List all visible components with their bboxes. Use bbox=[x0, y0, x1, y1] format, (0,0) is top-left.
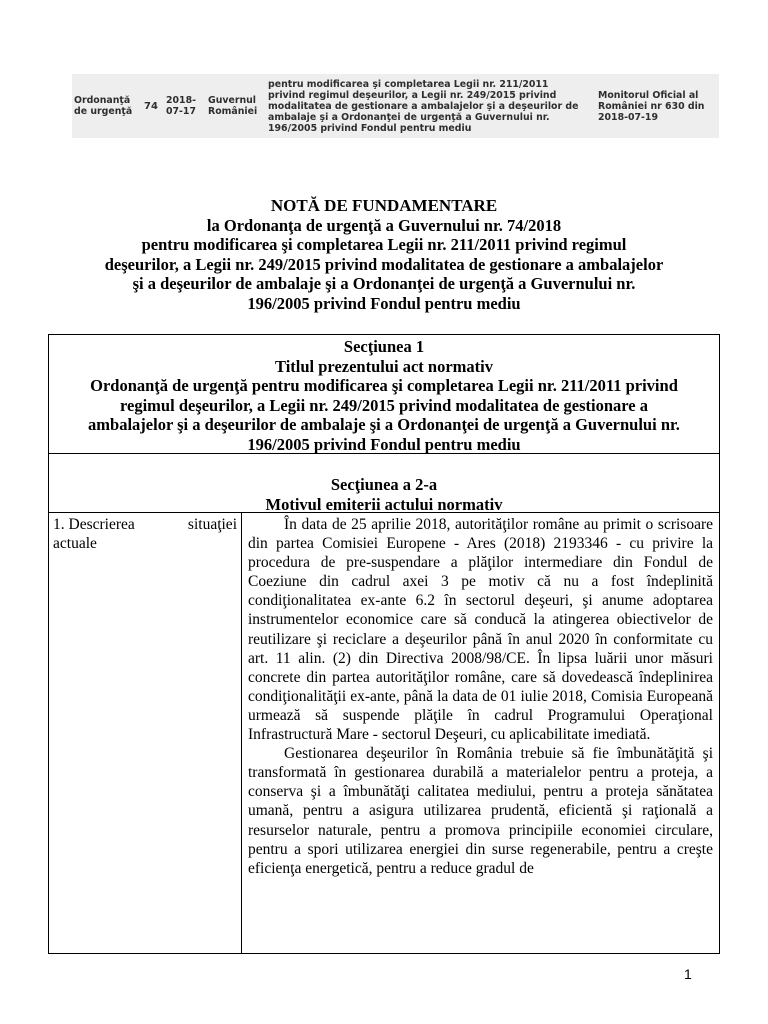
section-2 bbox=[49, 454, 719, 513]
act-type: Ordonanţă de urgenţă bbox=[74, 95, 133, 117]
section-2-subheading: Motivul emiterii actului normativ bbox=[265, 494, 503, 513]
title-line: deşeurilor, a Legii nr. 249/2015 privind modalitatea de gestionare a ambalajelor bbox=[104, 254, 664, 274]
act-date: 2018-07-17 bbox=[166, 95, 196, 117]
row-label-part: situaţiei bbox=[187, 516, 237, 533]
row-content bbox=[242, 513, 719, 953]
section-1-line: 196/2005 privind Fondul pentru mediu bbox=[247, 434, 521, 454]
row-label-part: 1. Descrierea bbox=[53, 516, 135, 533]
metadata-strip bbox=[72, 74, 719, 138]
section-1-subheading: Titlul prezentului act normativ bbox=[274, 356, 493, 376]
document-title bbox=[0, 196, 768, 314]
section-1 bbox=[49, 335, 719, 454]
fundamentare-table bbox=[48, 334, 720, 954]
act-publication: Monitorul Oficial al României nr 630 din 2018-07-19 bbox=[598, 89, 705, 123]
row-label bbox=[49, 513, 242, 953]
title-main: NOTĂ DE FUNDAMENTARE bbox=[270, 196, 498, 215]
act-issuer: Guvernul României bbox=[208, 95, 258, 117]
section-1-line: ambalajelor şi a deşeurilor de ambalaje şi a Ordonanţei de urgenţă a Guvernului nr. bbox=[88, 415, 680, 435]
title-line: pentru modificarea şi completarea Legii nr. 211/2011 privind regimul bbox=[141, 235, 627, 255]
page-number: 1 bbox=[684, 966, 692, 982]
section-1-line: Ordonanţă de urgenţă pentru modificarea şi completarea Legii nr. 211/2011 privind bbox=[90, 376, 678, 396]
title-line: şi a deşeurilor de ambalaje şi a Ordonanţei de urgenţă a Guvernului nr. bbox=[132, 274, 636, 294]
act-number: 74 bbox=[144, 100, 158, 112]
table-row bbox=[49, 513, 719, 953]
paragraph: În data de 25 aprilie 2018, autorităţilor române au primit o scrisoare din partea Comisiei Europene - Ares (2018) 2193346 - cu privire la procedura de pre-suspendare a plăţilor intermediare din Fondul de Coeziune din cadrul axei 3 pe motiv că nu a fost îndeplinită condiţionalitatea ex-ante 6.2 în sectorul deşeuri, şi anume adoptarea instrumentelor economice care să conducă la atingerea obiectivelor de reutilizare şi reciclare a deşeurilor până în anul 2020 în conformitate cu art. 11 alin. (2) din Directiva 2008/98/CE. În lipsa luării unor măsuri concrete din partea autorităţilor române, care să dovedească îndeplinirea condiţionalităţii ex-ante, până la data de 01 iulie 2018, Comisia Europeană urmează să suspende plăţile în cadrul Programului Operaţional Infrastructură Mare - sectorul Deşeuri, cu aplicabilitate imediată. bbox=[248, 516, 713, 744]
section-1-line: regimul deşeurilor, a Legii nr. 249/2015 privind modalitatea de gestionare a bbox=[120, 395, 648, 415]
paragraph: Gestionarea deşeurilor în România trebuie să fie îmbunătăţită şi transformată în gestionarea durabilă a materialelor pentru a proteja, a conserva şi a îmbunătăţi calitatea mediului, pentru a proteja sănătatea umană, pentru a asigura utilizarea prudentă, eficientă şi raţională a resurselor naturale, pentru a promova principiile economiei circulare, pentru a spori utilizarea energiei din surse regenerabile, pentru a creşte eficienţa energetică, pentru a reduce gradul de bbox=[248, 745, 713, 877]
section-2-heading: Secţiunea a 2-a bbox=[330, 475, 438, 494]
title-line: 196/2005 privind Fondul pentru mediu bbox=[247, 293, 521, 313]
act-subject: pentru modificarea şi completarea Legii nr. 211/2011 privind regimul deşeurilor, a Legii nr. 249/2015 privind modalitatea de gestionare a ambalajelor şi a deşeurilor de ambalaje şi a Ordonanţei de urgenţă a Guvernului nr. 196/2005 privind Fondul pentru mediu bbox=[268, 78, 579, 134]
row-label-part: actuale bbox=[53, 535, 97, 552]
section-1-heading: Secţiunea 1 bbox=[343, 337, 425, 356]
title-line: la Ordonanţa de urgenţă a Guvernului nr. 74/2018 bbox=[206, 215, 562, 235]
